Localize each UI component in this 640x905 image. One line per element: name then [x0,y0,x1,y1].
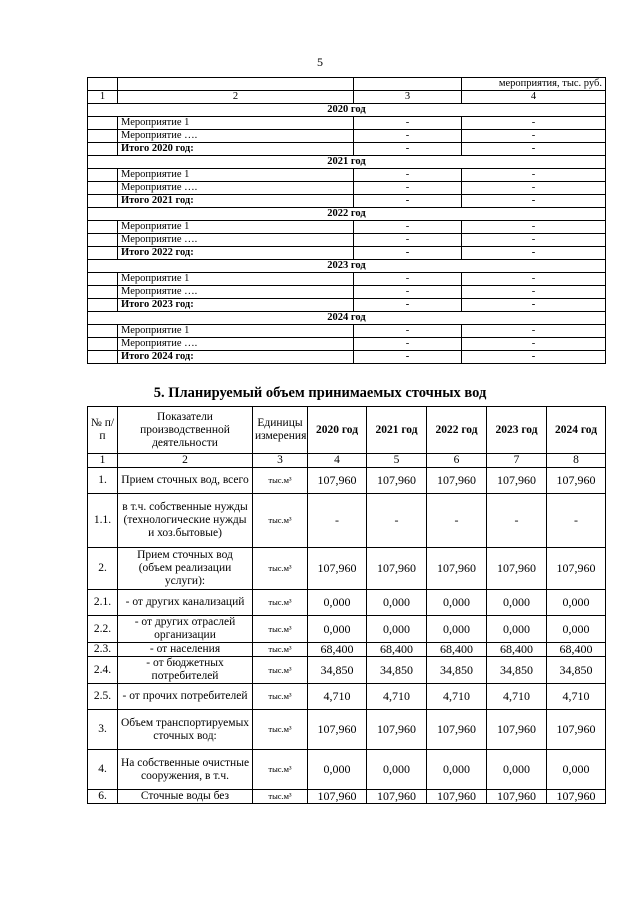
table-row [88,790,606,804]
value-cell: - [308,494,367,548]
year-label: 2022 год [88,208,606,221]
column-index: 4 [308,454,367,468]
value-cell: 107,960 [367,548,427,590]
value-cell: 0,000 [487,590,547,616]
activity-name: Мероприятие …. [118,338,354,351]
table-row [88,590,606,616]
activity-row [88,169,606,182]
value-cell: - [462,130,606,143]
value-cell: - [462,182,606,195]
value-cell: - [354,143,462,156]
unit-cell: тыс.м³ [253,590,308,616]
row-number-cell [88,273,118,286]
value-cell: 34,850 [547,657,606,684]
value-cell: - [354,195,462,208]
value-cell: 34,850 [308,657,367,684]
column-index: 7 [487,454,547,468]
value-cell: - [462,195,606,208]
value-cell: 107,960 [487,710,547,750]
value-cell: 34,850 [487,657,547,684]
indicator-name: Прием сточных вод, всего [118,468,253,494]
activity-name: Итого 2024 год: [118,351,354,364]
column-index-row [88,454,606,468]
value-cell: 0,000 [487,616,547,643]
table-row [88,684,606,710]
unit-cell: тыс.м³ [253,657,308,684]
activities-table [87,77,606,364]
activity-row [88,234,606,247]
activity-name: Мероприятие …. [118,286,354,299]
section-title: 5. Планируемый объем принимаемых сточных вод [153,385,487,401]
value-cell: 68,400 [367,643,427,657]
table-row [88,548,606,590]
activity-name: Мероприятие 1 [118,117,354,130]
value-cell: - [462,169,606,182]
value-cell: - [462,234,606,247]
table-row [88,494,606,548]
activity-row [88,286,606,299]
unit-cell: тыс.м³ [253,684,308,710]
indicator-name: - от населения [118,643,253,657]
unit-cell: тыс.м³ [253,750,308,790]
activity-row [88,325,606,338]
value-cell: - [462,351,606,364]
column-index: 5 [367,454,427,468]
value-cell: - [462,299,606,312]
value-cell: 107,960 [427,548,487,590]
value-cell: - [354,130,462,143]
value-cell: 0,000 [547,750,606,790]
value-cell: 107,960 [308,710,367,750]
row-number: 3. [88,710,118,750]
header-year: 2024 год [547,407,606,454]
table-row [88,710,606,750]
row-number-cell [88,234,118,247]
activity-name: Мероприятие 1 [118,169,354,182]
value-cell: 107,960 [427,710,487,750]
column-index-row [88,91,606,104]
indicator-name: Прием сточных вод (объем реализации услуги): [118,548,253,590]
row-number: 1. [88,468,118,494]
activity-name: Мероприятие …. [118,130,354,143]
value-cell: 0,000 [487,750,547,790]
row-number-cell [88,247,118,260]
value-cell: 0,000 [308,616,367,643]
header-year: 2021 год [367,407,427,454]
value-cell: 107,960 [427,790,487,804]
row-number-cell [88,338,118,351]
header-unit: Единицы измерения [253,407,308,454]
row-number: 2.2. [88,616,118,643]
row-number-cell [88,351,118,364]
year-row [88,260,606,273]
row-number-cell [88,182,118,195]
row-number: 2.3. [88,643,118,657]
value-cell: - [547,494,606,548]
indicator-name: - от других отраслей организации [118,616,253,643]
value-cell: 107,960 [487,468,547,494]
unit-cell: тыс.м³ [253,643,308,657]
row-number: 4. [88,750,118,790]
column-index: 3 [354,91,462,104]
header-indicator: Показатели производственной деятельности [118,407,253,454]
row-number-cell [88,299,118,312]
value-cell: 107,960 [308,548,367,590]
total-row [88,195,606,208]
indicator-name: Объем транспортируемых сточных вод: [118,710,253,750]
column-index: 2 [118,91,354,104]
value-cell: - [462,221,606,234]
year-label: 2024 год [88,312,606,325]
value-cell: 107,960 [367,790,427,804]
value-cell: 4,710 [547,684,606,710]
value-cell: 107,960 [547,710,606,750]
value-cell: - [462,273,606,286]
value-cell: 0,000 [427,750,487,790]
row-number: 2. [88,548,118,590]
value-cell: 68,400 [308,643,367,657]
value-cell: 107,960 [547,548,606,590]
activity-name: Мероприятие 1 [118,325,354,338]
indicator-name: в т.ч. собственные нужды (технологические нужды и хоз.бытовые) [118,494,253,548]
table-header-row [88,78,606,91]
row-number-cell [88,286,118,299]
value-cell: 0,000 [308,590,367,616]
row-number-cell [88,143,118,156]
value-cell: - [462,143,606,156]
value-cell: 107,960 [308,468,367,494]
value-cell: - [354,247,462,260]
row-number: 1.1. [88,494,118,548]
year-label: 2023 год [88,260,606,273]
year-row [88,312,606,325]
value-cell: 107,960 [367,468,427,494]
activity-row [88,130,606,143]
total-row [88,143,606,156]
header-cell [118,78,354,91]
indicator-name: - от бюджетных потребителей [118,657,253,684]
value-cell: 68,400 [427,643,487,657]
value-cell: - [462,286,606,299]
value-cell: 4,710 [487,684,547,710]
column-index: 6 [427,454,487,468]
wastewater-volume-table [87,406,606,804]
column-index: 2 [118,454,253,468]
column-index: 4 [462,91,606,104]
row-number-cell [88,221,118,234]
value-cell: 0,000 [367,750,427,790]
value-cell: - [354,299,462,312]
value-cell: - [354,169,462,182]
value-cell: 107,960 [547,790,606,804]
header-year: 2023 год [487,407,547,454]
value-cell: 34,850 [427,657,487,684]
value-cell: - [462,247,606,260]
activity-row [88,273,606,286]
value-cell: 4,710 [427,684,487,710]
activity-name: Мероприятие 1 [118,221,354,234]
header-year: 2022 год [427,407,487,454]
value-cell: 4,710 [367,684,427,710]
table-row [88,616,606,643]
value-cell: 107,960 [487,790,547,804]
value-cell: 68,400 [547,643,606,657]
value-cell: - [462,325,606,338]
value-cell: 107,960 [547,468,606,494]
unit-cell: тыс.м³ [253,468,308,494]
value-cell: 107,960 [487,548,547,590]
value-cell: 0,000 [427,616,487,643]
table-header-row [88,407,606,454]
row-number: 2.4. [88,657,118,684]
value-cell: - [354,117,462,130]
value-cell: 107,960 [308,790,367,804]
unit-cell: тыс.м³ [253,548,308,590]
total-row [88,299,606,312]
header-cell [88,78,118,91]
indicator-name: - от других канализаций [118,590,253,616]
value-cell: 0,000 [308,750,367,790]
indicator-name: На собственные очистные сооружения, в т.ч. [118,750,253,790]
value-cell: 107,960 [427,468,487,494]
header-cell: мероприятия, тыс. руб. [462,78,606,91]
column-index: 3 [253,454,308,468]
total-row [88,351,606,364]
table-row [88,750,606,790]
year-label: 2020 год [88,104,606,117]
year-label: 2021 год [88,156,606,169]
value-cell: - [354,234,462,247]
unit-cell: тыс.м³ [253,616,308,643]
header-no: № п/п [88,407,118,454]
value-cell: - [462,338,606,351]
activity-name: Итого 2021 год: [118,195,354,208]
value-cell: 4,710 [308,684,367,710]
value-cell: 0,000 [427,590,487,616]
value-cell: 0,000 [547,590,606,616]
row-number: 2.1. [88,590,118,616]
value-cell: - [354,182,462,195]
activity-row [88,338,606,351]
value-cell: 0,000 [367,616,427,643]
value-cell: - [354,273,462,286]
row-number-cell [88,195,118,208]
column-index: 1 [88,454,118,468]
value-cell: - [354,351,462,364]
value-cell: 68,400 [487,643,547,657]
activity-row [88,182,606,195]
activity-row [88,117,606,130]
value-cell: 107,960 [367,710,427,750]
value-cell: 0,000 [367,590,427,616]
value-cell: - [354,221,462,234]
value-cell: - [427,494,487,548]
unit-cell: тыс.м³ [253,494,308,548]
value-cell: - [354,338,462,351]
value-cell: 0,000 [547,616,606,643]
table-row [88,643,606,657]
column-index: 8 [547,454,606,468]
value-cell: - [487,494,547,548]
row-number: 2.5. [88,684,118,710]
activity-name: Итого 2022 год: [118,247,354,260]
activity-name: Итого 2020 год: [118,143,354,156]
indicator-name: Сточные воды без [118,790,253,804]
table-row [88,657,606,684]
year-row [88,208,606,221]
row-number-cell [88,117,118,130]
activity-name: Мероприятие …. [118,182,354,195]
activity-name: Мероприятие 1 [118,273,354,286]
row-number-cell [88,325,118,338]
activity-name: Мероприятие …. [118,234,354,247]
total-row [88,247,606,260]
activity-name: Итого 2023 год: [118,299,354,312]
year-row [88,104,606,117]
table-row [88,468,606,494]
year-row [88,156,606,169]
column-index: 1 [88,91,118,104]
row-number: 6. [88,790,118,804]
row-number-cell [88,130,118,143]
activity-row [88,221,606,234]
value-cell: - [354,325,462,338]
indicator-name: - от прочих потребителей [118,684,253,710]
unit-cell: тыс.м³ [253,710,308,750]
unit-cell: тыс.м³ [253,790,308,804]
value-cell: - [367,494,427,548]
value-cell: - [354,286,462,299]
header-year: 2020 год [308,407,367,454]
row-number-cell [88,169,118,182]
header-cell [354,78,462,91]
value-cell: - [462,117,606,130]
value-cell: 34,850 [367,657,427,684]
page-number: 5 [317,55,323,69]
